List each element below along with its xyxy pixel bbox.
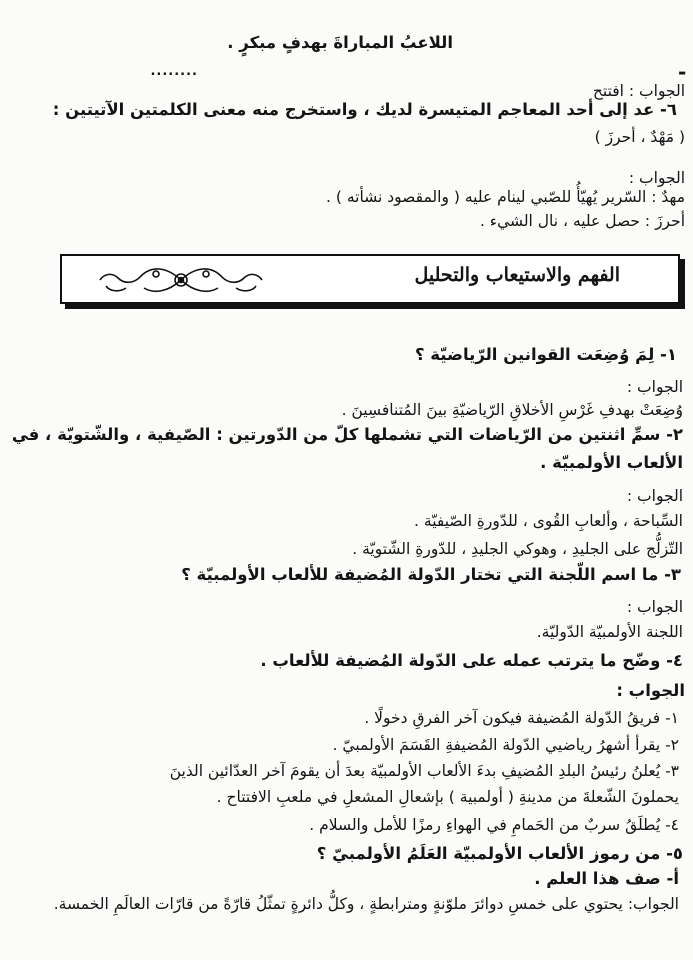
section-title: الفهم والاستيعاب والتحليل — [414, 264, 620, 286]
q1-answer-label: الجواب : — [626, 378, 683, 396]
question-2-line1: ٢- سمِّ اثنتين من الرّياضات التي تشملها كلّ من الدّورتين : الصّيفية ، والشّتويّة ، في — [11, 425, 683, 444]
question-5: ٥- من رموز الألعاب الأولمبيّة العَلَمُ الأولمبيّ ؟ — [316, 844, 683, 863]
answer-6-line1: مهدٌ : السّرير يُهيّأُ للصّبي لينام عليه ( والمقصود نشأته ) . — [326, 188, 685, 206]
q3-answer-label: الجواب : — [626, 598, 683, 616]
answer-4-item3-line1: ٣- يُعلنُ رئيسُ البلدِ المُضيفِ بدءَ الألعاب الأولمبيّة بعدَ أن يقومَ آخر العدّائين الذينَ — [169, 762, 679, 780]
dotted-blank: ........ — [150, 64, 198, 79]
answer-4-item2: ٢- يقرأ أشهرُ رياضيي الدّولة المُضيفةِ القَسَمَ الأولمبيّ . — [332, 736, 679, 754]
answer-prefix: الجواب : افتتح — [592, 82, 685, 100]
answer-4-item4: ٤- يُطلَقُ سربٌ من الحَمامِ في الهواءِ رمزًا للأمل والسلام . — [309, 816, 679, 834]
question-6: ٦- عد إلى أحد المعاجم المتيسرة لديك ، واستخرج منه معنى الكلمتين الآتيتين : — [52, 100, 677, 119]
ornament-icon — [96, 262, 266, 298]
q4-answer-label: الجواب : — [616, 681, 685, 700]
question-1: ١- لِمَ وُضِعَت القوانين الرّياضيّة ؟ — [414, 345, 677, 364]
question-3: ٣- ما اسم اللّجنة التي تختار الدّولة المُضيفة للألعاب الأولمبيّة ؟ — [181, 565, 681, 584]
answer-3: اللجنة الأولمبيّة الدّوليّة. — [536, 623, 683, 641]
answer-5: الجواب: يحتوي على خمسِ دوائرَ ملوّنةٍ ومترابطةٍ ، وكلُّ دائرةٍ تمثّلُ قارّةً من قارّات العالَمِ الخمسة. — [53, 895, 679, 913]
question-6-words: ( مَهْدٌ ، أحرزَ ) — [594, 128, 685, 146]
answer-6-line2: أحرزَ : حصل عليه ، نال الشيء . — [479, 212, 685, 230]
question-2-line2: الألعاب الأولمبيّة . — [540, 453, 683, 472]
page-edge-mark: - — [678, 60, 687, 84]
answer-4-item1: ١- فريقُ الدّولة المُضيفة فيكون آخر الفرقِ دخولًا . — [364, 709, 679, 727]
answer-4-item3-line2: يحملونَ الشّعلةَ من مدينةِ ( أولمبية ) بإشعالِ المشعلِ في ملعبِ الافتتاح . — [216, 788, 679, 806]
top-sentence: اللاعبُ المباراةَ بهدفٍ مبكرٍ . — [227, 33, 453, 52]
answer-2-line1: السِّباحة ، وألعابِ القُوى ، للدّورةِ الصّيفيّة . — [414, 512, 683, 530]
answer-label: الجواب : — [628, 169, 685, 187]
q2-answer-label: الجواب : — [626, 487, 683, 505]
question-5a: أ- صف هذا العلم . — [534, 869, 679, 888]
question-4: ٤- وضّح ما يترتب عمله على الدّولة المُضيفة للألعاب . — [260, 651, 683, 670]
answer-2-line2: التّزلُّج على الجليدِ ، وهوكي الجليدِ ، للدّورةِ الشّتويّة . — [352, 540, 683, 558]
answer-1: وُضِعَتْ بهدفِ غَرْسِ الأخلاقِ الرّياضيّةِ بينَ المُتنافسِينَ . — [341, 401, 683, 419]
